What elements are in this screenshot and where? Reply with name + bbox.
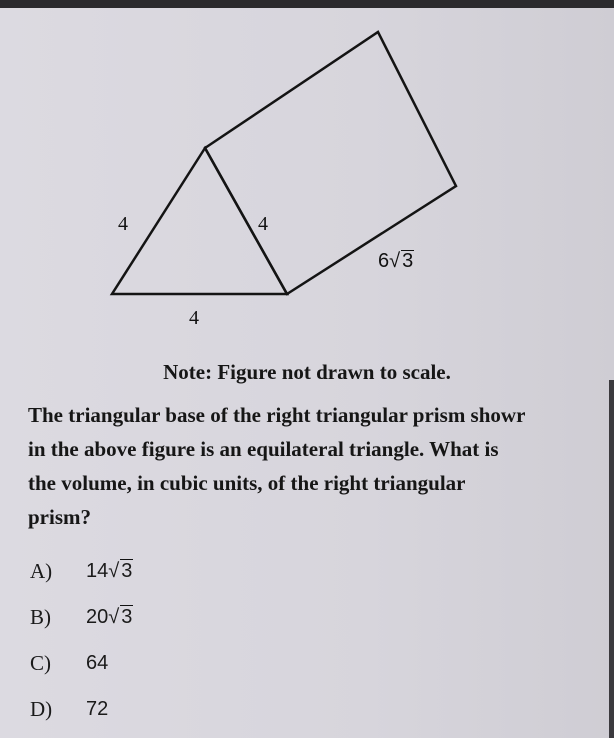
choice-coefficient: 20 — [86, 606, 109, 628]
triangle-base-label: 4 — [189, 307, 199, 329]
prism-length-label — [378, 250, 414, 271]
question-line: The triangular base of the right triangular prism showr — [28, 403, 526, 427]
question-line: in the above figure is an equilateral triangle. What is — [28, 437, 499, 461]
prism-length-coefficient: 6 — [378, 250, 390, 272]
choice-answer: 64 — [86, 651, 109, 674]
choice-d[interactable] — [30, 686, 133, 732]
choice-letter: C) — [30, 650, 51, 675]
question-line: prism? — [28, 505, 91, 529]
choice-answer — [86, 559, 133, 583]
choice-radicand: 3 — [121, 560, 133, 582]
page-edge-shadow — [609, 380, 614, 738]
sqrt-sign-icon: √ — [108, 606, 120, 628]
choice-a[interactable] — [30, 548, 133, 594]
figure-note: Note: Figure not drawn to scale. — [163, 360, 451, 384]
choice-answer: 72 — [86, 697, 109, 720]
choice-coefficient: 14 — [86, 560, 109, 582]
choice-b[interactable] — [30, 594, 133, 640]
sqrt-sign-icon: √ — [389, 250, 401, 272]
triangle-left-side-label: 4 — [118, 213, 128, 235]
prism-side-face — [205, 32, 456, 294]
choice-letter: D) — [30, 696, 53, 721]
question-line: the volume, in cubic units, of the right triangular — [28, 471, 466, 495]
choice-c[interactable] — [30, 640, 133, 686]
sqrt-sign-icon: √ — [108, 560, 120, 582]
answer-choices — [30, 548, 133, 732]
prism-figure — [0, 0, 614, 340]
prism-length-radicand: 3 — [402, 250, 414, 272]
choice-letter: A) — [30, 558, 53, 583]
choice-radicand: 3 — [121, 606, 133, 628]
triangle-right-side-label: 4 — [258, 213, 268, 235]
choice-letter: B) — [30, 604, 51, 629]
question-text — [28, 398, 614, 534]
choice-answer — [86, 605, 133, 629]
